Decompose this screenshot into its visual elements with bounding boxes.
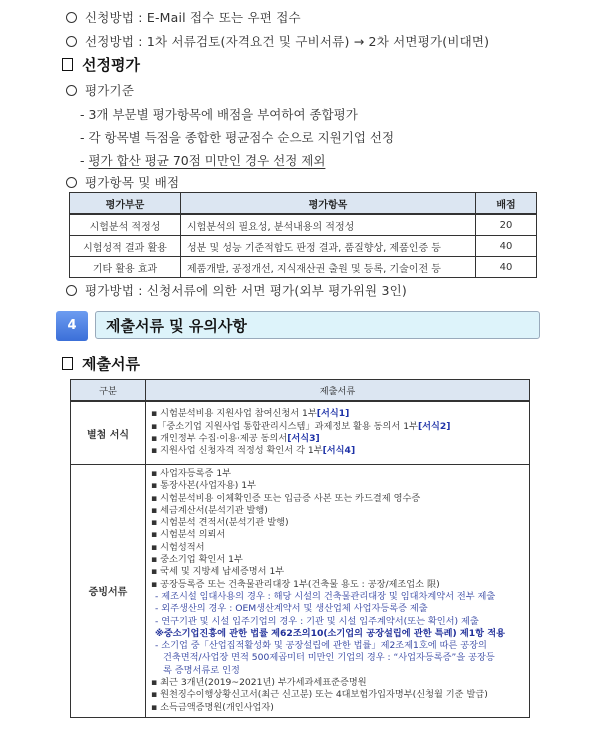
section-title: 제출서류 및 유의사항 bbox=[95, 311, 540, 339]
list-item: ▪ 중소기업 확인서 1부 bbox=[151, 554, 243, 566]
section-number-badge: 4 bbox=[56, 311, 88, 341]
list-item: ▪ 시험성적서 bbox=[151, 541, 205, 553]
cell-score: 40 bbox=[476, 257, 537, 278]
list-item bbox=[151, 445, 525, 457]
sub-item: - 제조시설 임대사용의 경우 : 해당 시설의 건축물관리대장 및 임대차계약서 전부 제출 bbox=[155, 590, 496, 602]
circle-bullet-icon bbox=[66, 36, 77, 47]
circle-bullet-icon bbox=[66, 285, 77, 296]
selection-eval-heading bbox=[62, 54, 140, 75]
cell-attached-items bbox=[146, 401, 530, 465]
table-row bbox=[70, 214, 537, 236]
cell-category: 증빙서류 bbox=[71, 465, 146, 718]
section-banner bbox=[56, 311, 540, 341]
documents-heading bbox=[62, 353, 140, 374]
header-item: 평가항목 bbox=[181, 193, 476, 215]
criteria-item: - 3개 부문별 평가항목에 배점을 부여하여 종합평가 bbox=[80, 107, 358, 122]
list-item: ▪ 사업자등록증 1부 bbox=[151, 468, 232, 479]
item-text: ▪ 개인정부 수집·이용·제공 동의서 bbox=[151, 433, 288, 444]
list-item: ▪ 시험분석 견적서(분석기관 발행) bbox=[151, 517, 289, 529]
items-label-line bbox=[66, 173, 179, 191]
eval-table-header bbox=[70, 193, 537, 215]
sub-item-continued: 록 증명서류로 인정 bbox=[163, 664, 240, 676]
select-method-line bbox=[66, 32, 489, 50]
square-bullet-icon bbox=[62, 58, 73, 71]
sub-item: - 외주생산의 경우 : OEM생산계약서 및 생산업체 사업자등록증 제출 bbox=[155, 603, 428, 615]
cell-score: 40 bbox=[476, 236, 537, 257]
cell-item: 시험분석의 필요성, 분석내용의 적정성 bbox=[181, 214, 476, 236]
sub-item: - 소기업 중「산업집적활성화 및 공장설립에 관한 법률」제2조제1호에 따른 공장의 bbox=[155, 640, 487, 652]
cell-category: 시험분석 적정성 bbox=[70, 214, 181, 236]
square-bullet-icon bbox=[62, 357, 73, 370]
documents-title: 제출서류 bbox=[82, 355, 140, 373]
list-item bbox=[151, 421, 525, 433]
eval-table bbox=[69, 192, 537, 278]
apply-method-text: 신청방법 : E-Mail 접수 또는 우편 접수 bbox=[85, 10, 301, 25]
list-item: ▪ 세금계산서(분석기관 발행) bbox=[151, 504, 268, 516]
header-category: 평가부문 bbox=[70, 193, 181, 215]
cell-category: 기타 활용 효과 bbox=[70, 257, 181, 278]
header-documents: 제출서류 bbox=[146, 380, 530, 402]
cell-category: 시험성적 결과 활용 bbox=[70, 236, 181, 257]
list-item: ▪ 최근 3개년(2019~2021년) 부가세과세표준증명원 bbox=[151, 677, 367, 689]
criteria-item: - 각 항목별 득점을 종합한 평균점수 순으로 지원기업 선정 bbox=[80, 130, 395, 145]
header-score: 배점 bbox=[476, 193, 537, 215]
item-text: ▪「중소기업 지원사업 통합관리시스템」과제정보 활용 동의서 1부 bbox=[151, 420, 418, 432]
list-item: ▪ 통장사본(사업자용) 1부 bbox=[151, 480, 256, 492]
list-item: ▪ 시험분석 의뢰서 bbox=[151, 529, 226, 541]
cell-score: 20 bbox=[476, 214, 537, 236]
sub-item-continued: 건축면적/사업장 면적 500제곱미터 미만인 기업의 경우 : “사업자등록증”을 공장등 bbox=[163, 652, 495, 664]
table-row bbox=[70, 257, 537, 278]
cell-category: 별첨 서식 bbox=[71, 401, 146, 465]
circle-bullet-icon bbox=[66, 177, 77, 188]
list-item: ▪ 공장등록증 또는 건축물관리대장 1부(건축물 용도 : 공장/제조업소 限) bbox=[151, 578, 440, 590]
select-method-text: 선정방법 : 1차 서류검토(자격요건 및 구비서류) → 2차 서면평가(비대면) bbox=[85, 34, 490, 49]
circle-bullet-icon bbox=[66, 85, 77, 96]
form-ref: [서식4] bbox=[322, 445, 356, 457]
list-item: ▪ 국세 및 지방세 납세증명서 1부 bbox=[151, 566, 285, 578]
criteria-label: 평가기준 bbox=[85, 83, 135, 98]
item-text: ▪ 시험분석비용 지원사업 참여신청서 1부 bbox=[151, 408, 317, 420]
legal-note: ※중소기업진흥에 관한 법률 제62조의10(소기업의 공장설립에 관한 특례) 제1항 적용 bbox=[155, 627, 506, 639]
table-row bbox=[70, 236, 537, 257]
circle-bullet-icon bbox=[66, 12, 77, 23]
apply-method-line bbox=[66, 8, 301, 26]
selection-eval-title: 선정평가 bbox=[82, 56, 140, 74]
dash: - bbox=[80, 153, 89, 168]
list-item: ▪ 원천징수이행상황신고서(최근 신고분) 또는 4대보험가입자명부(신청월 기준 발급) bbox=[151, 689, 488, 701]
list-item bbox=[151, 408, 525, 420]
eval-method-line bbox=[66, 281, 407, 299]
table-row-attached bbox=[71, 401, 530, 465]
list-item: ▪ 시험분석비용 이체확인증 또는 입금증 사본 또는 카드결제 영수증 bbox=[151, 492, 421, 504]
cell-item: 제품개발, 공정개선, 지식재산권 출원 및 등록, 기술이전 등 bbox=[181, 257, 476, 278]
table-row-proof bbox=[71, 465, 530, 718]
items-label: 평가항목 및 배점 bbox=[85, 175, 180, 190]
sub-item: - 연구기관 및 시설 입주기업의 경우 : 기관 및 시설 입주계약서(또는 확인서) 제출 bbox=[155, 615, 479, 627]
header-category: 구분 bbox=[71, 380, 146, 402]
form-ref: [서식2] bbox=[417, 420, 451, 432]
form-ref: [서식1] bbox=[316, 408, 350, 420]
criteria-item bbox=[80, 151, 325, 169]
list-item bbox=[151, 433, 525, 445]
documents-table-header bbox=[71, 380, 530, 402]
criteria-underlined-text: 평가 합산 평균 70점 미만인 경우 선정 제외 bbox=[88, 153, 326, 168]
cell-proof-items bbox=[146, 465, 530, 718]
documents-table bbox=[70, 379, 530, 718]
item-text: ▪ 지원사업 신청자격 적정성 확인서 각 1부 bbox=[151, 445, 323, 457]
eval-method-text: 평가방법 : 신청서류에 의한 서면 평가(외부 평가위원 3인) bbox=[85, 283, 407, 298]
criteria-label-line bbox=[66, 81, 134, 99]
cell-item: 성분 및 성능 기준적합도 판정 결과, 품질향상, 제품인증 등 bbox=[181, 236, 476, 257]
form-ref: [서식3] bbox=[287, 433, 320, 444]
list-item: ▪ 소득금액증명원(개인사업자) bbox=[151, 701, 274, 713]
